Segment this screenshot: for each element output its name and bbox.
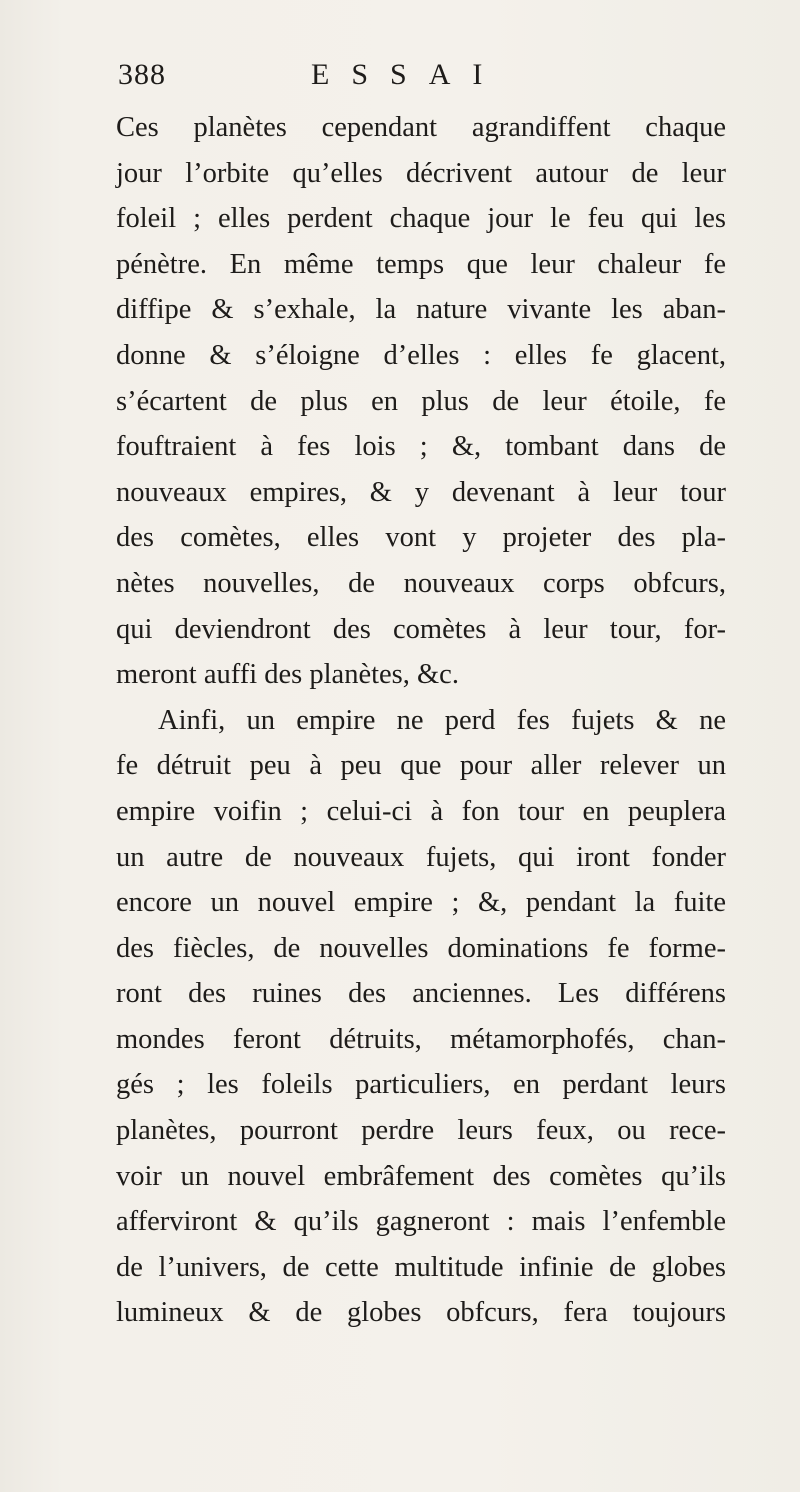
text-line: mondes feront détruits, métamorphofés, chan- [116, 1023, 726, 1055]
text-line: fouftraient à fes lois ; &, tombant dans de [116, 431, 726, 463]
text-line: pénètre. En même temps que leur chaleur fe [116, 248, 726, 280]
body-text [116, 105, 726, 1336]
text-line: empire voifin ; celui-ci à fon tour en peuplera [116, 795, 726, 827]
text-line: gés ; les foleils particuliers, en perdant leurs [116, 1069, 726, 1101]
text-line: qui deviendront des comètes à leur tour, for- [116, 613, 726, 645]
text-line: lumineux & de globes obfcurs, fera toujours [116, 1297, 726, 1329]
text-line: voir un nouvel embrâfement des comètes qu’ils [116, 1160, 726, 1192]
text-line: jour l’orbite qu’elles décrivent autour de leur [116, 157, 726, 189]
text-line: nètes nouvelles, de nouveaux corps obfcurs, [116, 567, 726, 599]
text-line: nouveaux empires, & y devenant à leur tour [116, 476, 726, 508]
page-header [118, 58, 718, 98]
text-line: fe détruit peu à peu que pour aller relever un [116, 750, 726, 782]
text-line: foleil ; elles perdent chaque jour le feu qui les [116, 203, 726, 235]
text-line: des comètes, elles vont y projeter des pla- [116, 522, 726, 554]
text-line: planètes, pourront perdre leurs feux, ou rece- [116, 1115, 726, 1147]
text-line: un autre de nouveaux fujets, qui iront fonder [116, 841, 726, 873]
text-line: meront auffi des planètes, &c. [116, 659, 459, 691]
text-line: diffipe & s’exhale, la nature vivante les aban- [116, 294, 726, 326]
text-line: Ces planètes cependant agrandiffent chaque [116, 112, 726, 143]
running-title: ESSAI [311, 58, 505, 91]
text-line: afferviront & qu’ils gagneront : mais l’enfemble [116, 1206, 726, 1238]
text-line: des fiècles, de nouvelles dominations fe forme- [116, 932, 726, 964]
text-line: s’écartent de plus en plus de leur étoile, fe [116, 385, 726, 417]
text-line: donne & s’éloigne d’elles : elles fe glacent, [116, 339, 726, 371]
page-number: 388 [118, 58, 166, 91]
text-line: ront des ruines des anciennes. Les différens [116, 978, 726, 1010]
text-line: encore un nouvel empire ; &, pendant la fuite [116, 887, 726, 919]
text-line: Ainfi, un empire ne perd fes fujets & ne [158, 704, 726, 736]
text-line: de l’univers, de cette multitude infinie de globes [116, 1251, 726, 1283]
